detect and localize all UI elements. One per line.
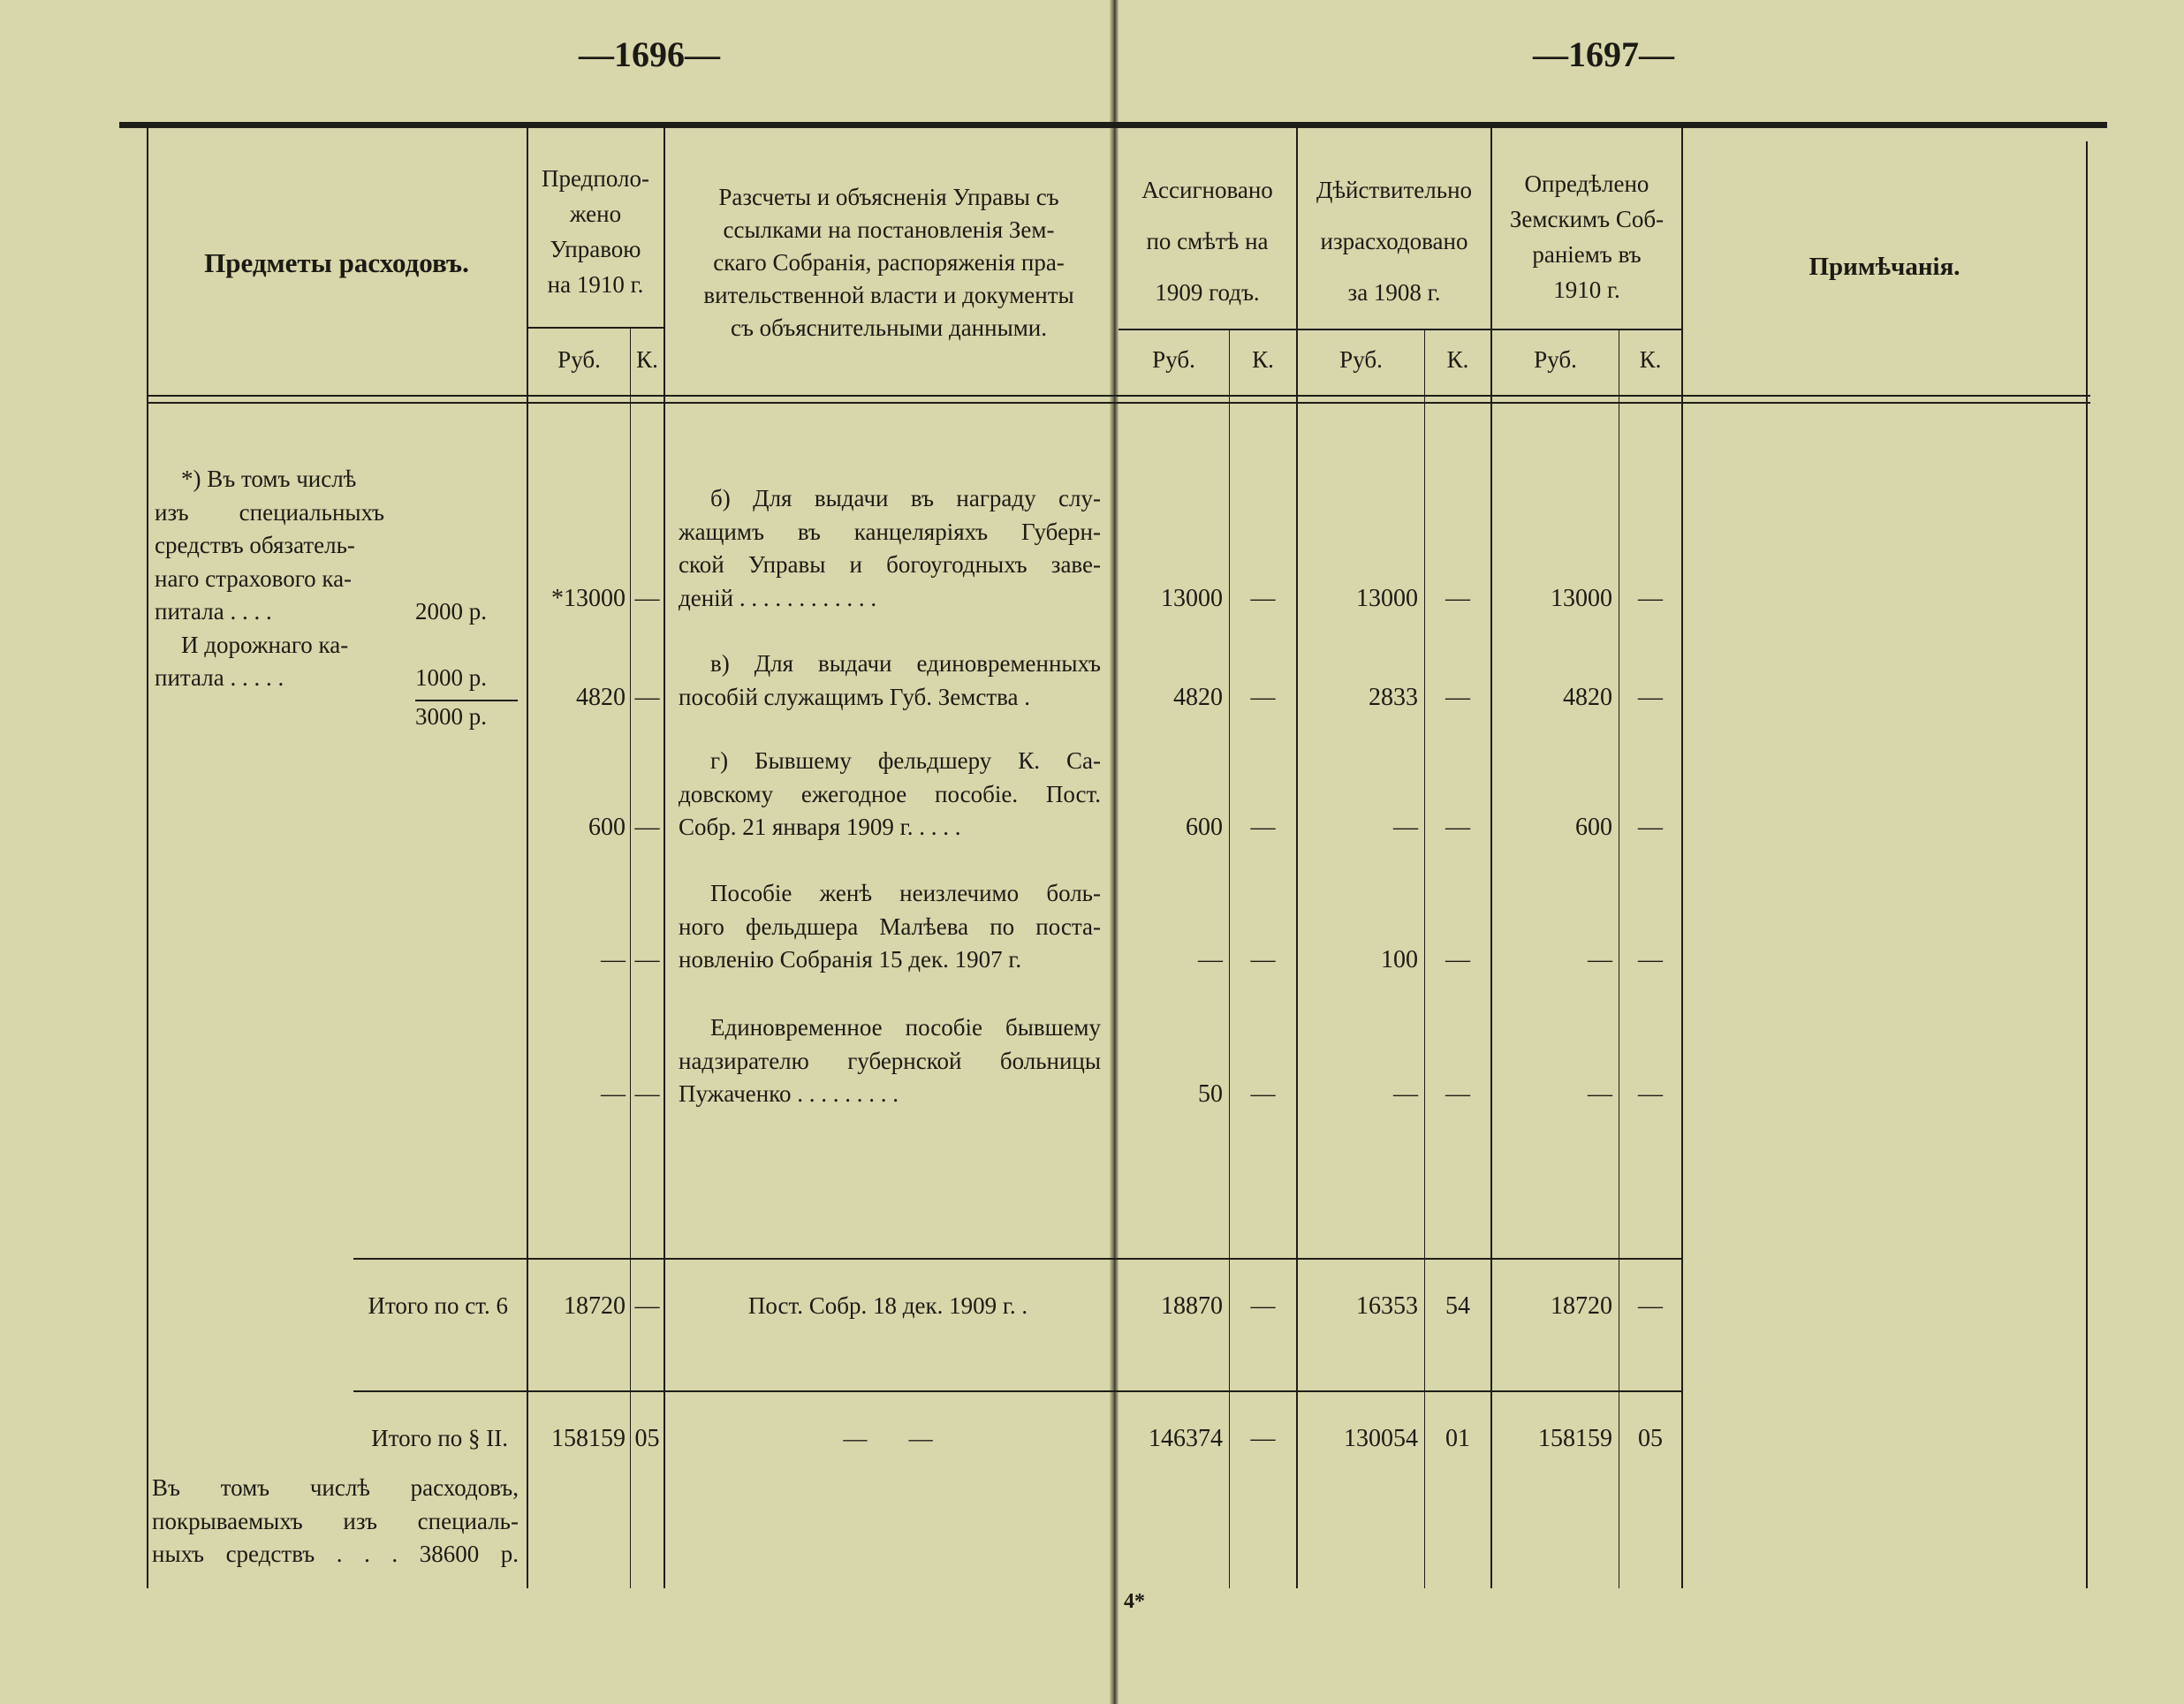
header-actual bbox=[1298, 164, 1490, 318]
row-explanation bbox=[679, 877, 1101, 977]
kop-value: — bbox=[1445, 1080, 1470, 1108]
note-line: ныхъ средствъ . . . 38600 р. bbox=[152, 1541, 519, 1567]
explanation-line: Единовременное пособіе бывшему bbox=[710, 1014, 1101, 1041]
rub-value: 4820 bbox=[1173, 683, 1223, 711]
kop-value: — bbox=[634, 584, 660, 612]
explanation-line: Пособіе женѣ неизлечимо боль- bbox=[710, 880, 1101, 906]
explanation-line: в) Для выдачи единовременныхъ bbox=[710, 650, 1101, 677]
explanation-line: довскому ежегодное пособіе. Пост. bbox=[679, 780, 1101, 807]
total-kop-value: 05 bbox=[634, 1425, 660, 1452]
amount-road: 1000 р. bbox=[415, 664, 487, 691]
explanation-line: пособій служащимъ Губ. Земства . bbox=[679, 683, 1031, 710]
top-rule bbox=[119, 122, 2107, 128]
footnote-line: средствъ обязатель- bbox=[155, 532, 355, 558]
header-line: по смѣтѣ на bbox=[1146, 228, 1269, 254]
header-line: Разсчеты и объясненія Управы съ bbox=[718, 184, 1059, 210]
explanation-line: новленію Собранія 15 дек. 1907 г. bbox=[679, 946, 1022, 973]
explanation-line: надзирателю губернской больницы bbox=[679, 1047, 1101, 1074]
kop-value: — bbox=[1445, 683, 1470, 711]
header-line: Дѣйствительно bbox=[1316, 177, 1473, 203]
header-line: на 1910 г. bbox=[547, 271, 644, 298]
header-line: раніемъ въ bbox=[1532, 241, 1642, 268]
rub-value: 13000 bbox=[1551, 584, 1612, 612]
kop-value: — bbox=[1445, 814, 1470, 841]
explanation-line: Пужаченко . . . . . . . . . bbox=[679, 1080, 899, 1107]
total-kop-value: — bbox=[1250, 1292, 1276, 1320]
rub-value: 2833 bbox=[1369, 683, 1418, 711]
unit-rub: Руб. bbox=[1534, 346, 1577, 373]
kop-value: — bbox=[1638, 946, 1663, 973]
kop-value: — bbox=[1638, 683, 1663, 711]
total-kop-value: 01 bbox=[1445, 1425, 1470, 1452]
header-notes: Примѣчанія. bbox=[1809, 253, 1960, 281]
header-line: Управою bbox=[550, 236, 641, 262]
kop-value: — bbox=[1445, 946, 1470, 973]
total-kop-value: 54 bbox=[1445, 1292, 1470, 1320]
explanation-line: Собр. 21 января 1909 г. . . . . bbox=[679, 814, 961, 840]
rub-value: 600 bbox=[1575, 814, 1612, 841]
total-explanation: — — bbox=[843, 1425, 933, 1451]
rub-value: 100 bbox=[1381, 946, 1418, 973]
kop-value: — bbox=[1638, 1080, 1663, 1108]
kop-value: — bbox=[634, 683, 660, 711]
footnote-text: питала . . . . bbox=[155, 598, 272, 625]
rub-value: 600 bbox=[588, 814, 626, 841]
total-explanation: Пост. Собр. 18 дек. 1909 г. . bbox=[747, 1292, 1028, 1319]
header-line: скаго Собранія, распоряженія пра- bbox=[713, 249, 1065, 276]
rub-value: *13000 bbox=[551, 584, 626, 612]
footnote-line: наго страхового ка- bbox=[155, 564, 353, 592]
rub-value: — bbox=[1588, 946, 1612, 973]
total-label: Итого по § II. bbox=[371, 1425, 508, 1451]
rub-value: — bbox=[1198, 946, 1223, 973]
unit-rub: Руб. bbox=[1152, 346, 1195, 373]
explanation-line: деній . . . . . . . . . . . . bbox=[679, 584, 877, 611]
unit-kop: К. bbox=[636, 346, 658, 373]
header-rule bbox=[147, 395, 2090, 397]
explanation-line: г) Бывшему фельдшеру К. Са- bbox=[710, 747, 1101, 774]
rub-value: — bbox=[601, 946, 626, 973]
signature-mark: 4* bbox=[1124, 1590, 1145, 1613]
total-rub-value: 130054 bbox=[1344, 1425, 1418, 1452]
explanation-line: жащимъ въ канцеляріяхъ Губерн- bbox=[679, 518, 1101, 545]
header-line: Земскимъ Соб- bbox=[1509, 206, 1665, 232]
rub-value: — bbox=[1393, 814, 1418, 841]
kop-value: — bbox=[1250, 946, 1276, 973]
header-line: Предполо- bbox=[542, 165, 649, 192]
total-rule bbox=[353, 1390, 1681, 1392]
total-rub-value: 16353 bbox=[1356, 1292, 1418, 1320]
header-proposed bbox=[528, 161, 663, 302]
header-line: съ объяснительными данными. bbox=[730, 314, 1047, 341]
header-line: ссылками на постановленія Зем- bbox=[723, 216, 1055, 243]
header-line: израсходовано bbox=[1320, 228, 1468, 254]
header-line: жено bbox=[569, 201, 622, 227]
footnote-line: И дорожнаго ка- bbox=[181, 631, 349, 658]
total-kop-value: — bbox=[1250, 1425, 1276, 1452]
total-rub-value: 146374 bbox=[1149, 1425, 1223, 1452]
explanation-line: б) Для выдачи въ награду слу- bbox=[710, 485, 1101, 511]
col-line bbox=[1681, 128, 1683, 1588]
rub-value: 4820 bbox=[576, 683, 626, 711]
unit-kop: К. bbox=[1446, 346, 1469, 373]
kop-value: — bbox=[1250, 1080, 1276, 1108]
col-line bbox=[2086, 141, 2088, 1588]
col-line bbox=[147, 128, 148, 1588]
total-rule bbox=[353, 1258, 1681, 1260]
footnote bbox=[155, 463, 517, 733]
note-line: Въ томъ числѣ расходовъ, bbox=[152, 1474, 519, 1501]
total-kop-value: 05 bbox=[1638, 1425, 1663, 1452]
subheader-rule bbox=[527, 327, 664, 329]
rub-value: — bbox=[1588, 1080, 1612, 1108]
header-line: 1909 годъ. bbox=[1155, 279, 1260, 306]
total-rub-value: 18870 bbox=[1161, 1292, 1223, 1320]
special-funds-note bbox=[152, 1472, 519, 1571]
col-line bbox=[664, 128, 665, 1588]
row-explanation bbox=[679, 482, 1101, 615]
amount-insurance: 2000 р. bbox=[415, 598, 487, 625]
kop-value: — bbox=[1250, 814, 1276, 841]
row-explanation bbox=[679, 745, 1101, 844]
kop-value: — bbox=[634, 1080, 660, 1108]
row-explanation bbox=[679, 1011, 1101, 1111]
header-line: вительственной власти и документы bbox=[703, 282, 1074, 308]
kop-value: — bbox=[1638, 814, 1663, 841]
footnote-line: изъ специальныхъ bbox=[155, 498, 384, 526]
row-explanation bbox=[679, 648, 1101, 714]
footnote-line bbox=[155, 595, 517, 629]
header-line: Опредѣлено bbox=[1524, 170, 1649, 197]
page-number-left: —1696— bbox=[579, 34, 720, 74]
unit-kop: К. bbox=[1252, 346, 1274, 373]
explanation-line: ного фельдшера Малѣева по поста- bbox=[679, 913, 1101, 940]
book-fold bbox=[1110, 0, 1119, 1704]
total-rub-value: 158159 bbox=[551, 1425, 626, 1452]
amount-total: 3000 р. bbox=[415, 702, 487, 730]
rub-value: 4820 bbox=[1563, 683, 1612, 711]
header-items: Предметы расходовъ. bbox=[204, 247, 469, 278]
footnote-text: питала . . . . . bbox=[155, 664, 284, 691]
unit-kop: К. bbox=[1639, 346, 1662, 373]
kop-value: — bbox=[1250, 584, 1276, 612]
header-explanations bbox=[673, 181, 1104, 345]
subheader-rule bbox=[1119, 329, 1681, 330]
rub-value: 13000 bbox=[1161, 584, 1223, 612]
rub-value: — bbox=[601, 1080, 626, 1108]
header-line: за 1908 г. bbox=[1347, 279, 1441, 306]
total-rub-value: 18720 bbox=[1551, 1292, 1612, 1320]
kop-value: — bbox=[1250, 683, 1276, 711]
total-rub-value: 18720 bbox=[564, 1292, 626, 1320]
footnote-line bbox=[155, 662, 517, 695]
rub-value: 13000 bbox=[1356, 584, 1418, 612]
kop-value: — bbox=[1638, 584, 1663, 612]
page-number-right: —1697— bbox=[1533, 34, 1674, 74]
explanation-line: ской Управы и богоугодныхъ заве- bbox=[679, 551, 1101, 578]
header-assigned bbox=[1119, 164, 1296, 318]
rub-value: 600 bbox=[1186, 814, 1223, 841]
footnote-line: *) Въ томъ числѣ bbox=[181, 466, 357, 492]
header-line: Ассигновано bbox=[1141, 177, 1273, 203]
total-kop-value: — bbox=[1638, 1292, 1663, 1320]
unit-rub: Руб. bbox=[1339, 346, 1383, 373]
unit-rub: Руб. bbox=[557, 346, 601, 373]
note-line: покрываемыхъ изъ специаль- bbox=[152, 1507, 519, 1534]
total-label: Итого по ст. 6 bbox=[368, 1292, 508, 1319]
kop-value: — bbox=[1445, 584, 1470, 612]
header-line: 1910 г. bbox=[1553, 276, 1620, 303]
kop-value: — bbox=[634, 814, 660, 841]
header-rule-2 bbox=[147, 402, 2090, 404]
kop-value: — bbox=[634, 946, 660, 973]
rub-value: — bbox=[1393, 1080, 1418, 1108]
total-kop-value: — bbox=[634, 1292, 660, 1320]
rub-value: 50 bbox=[1198, 1080, 1223, 1108]
total-rub-value: 158159 bbox=[1538, 1425, 1612, 1452]
header-approved bbox=[1492, 166, 1681, 307]
